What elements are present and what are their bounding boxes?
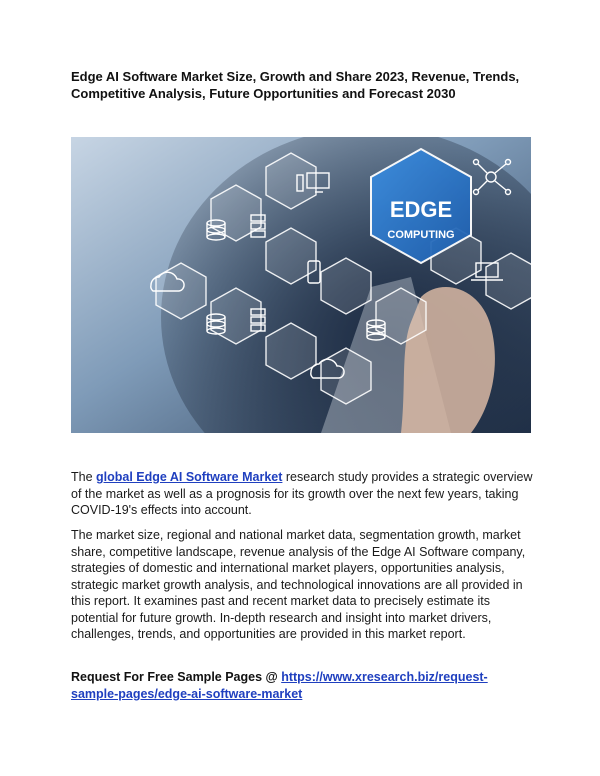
document-title: Edge AI Software Market Size, Growth and Share 2023, Revenue, Trends, Competitive Analysis, Future Opportunities and Forecast 2030 xyxy=(71,69,520,101)
sample-request xyxy=(71,669,531,703)
sample-request-label: Request For Free Sample Pages @ xyxy=(71,670,282,684)
intro-paragraph xyxy=(71,469,533,519)
sample-request-link[interactable]: https://www.xresearch.biz/request-sample-pages/edge-ai-software-market xyxy=(71,670,488,701)
hero-image xyxy=(71,137,531,433)
market-link[interactable]: global Edge AI Software Market xyxy=(96,470,283,484)
intro-suffix: research study provides a strategic overview of the market as well as a prognosis for its growth over the next few years, taking COVID-19's effects into account. xyxy=(71,470,533,517)
body-paragraph: The market size, regional and national market data, segmentation growth, market share, competitive landscape, revenue analysis of the Edge AI Software company, strategies of domestic and international market players, opportunities analysis, strategic market growth analysis, and technological innovations are all provided in this report. It examines past and recent market data to precisely estimate its potential for future growth. In-depth research and insight into market drivers, challenges, trends, and opportunities are provided in this market report. xyxy=(71,528,526,641)
hex-label-edge: EDGE xyxy=(389,197,453,222)
hex-label-computing: COMPUTING xyxy=(387,229,455,241)
intro-prefix: The xyxy=(71,470,97,484)
